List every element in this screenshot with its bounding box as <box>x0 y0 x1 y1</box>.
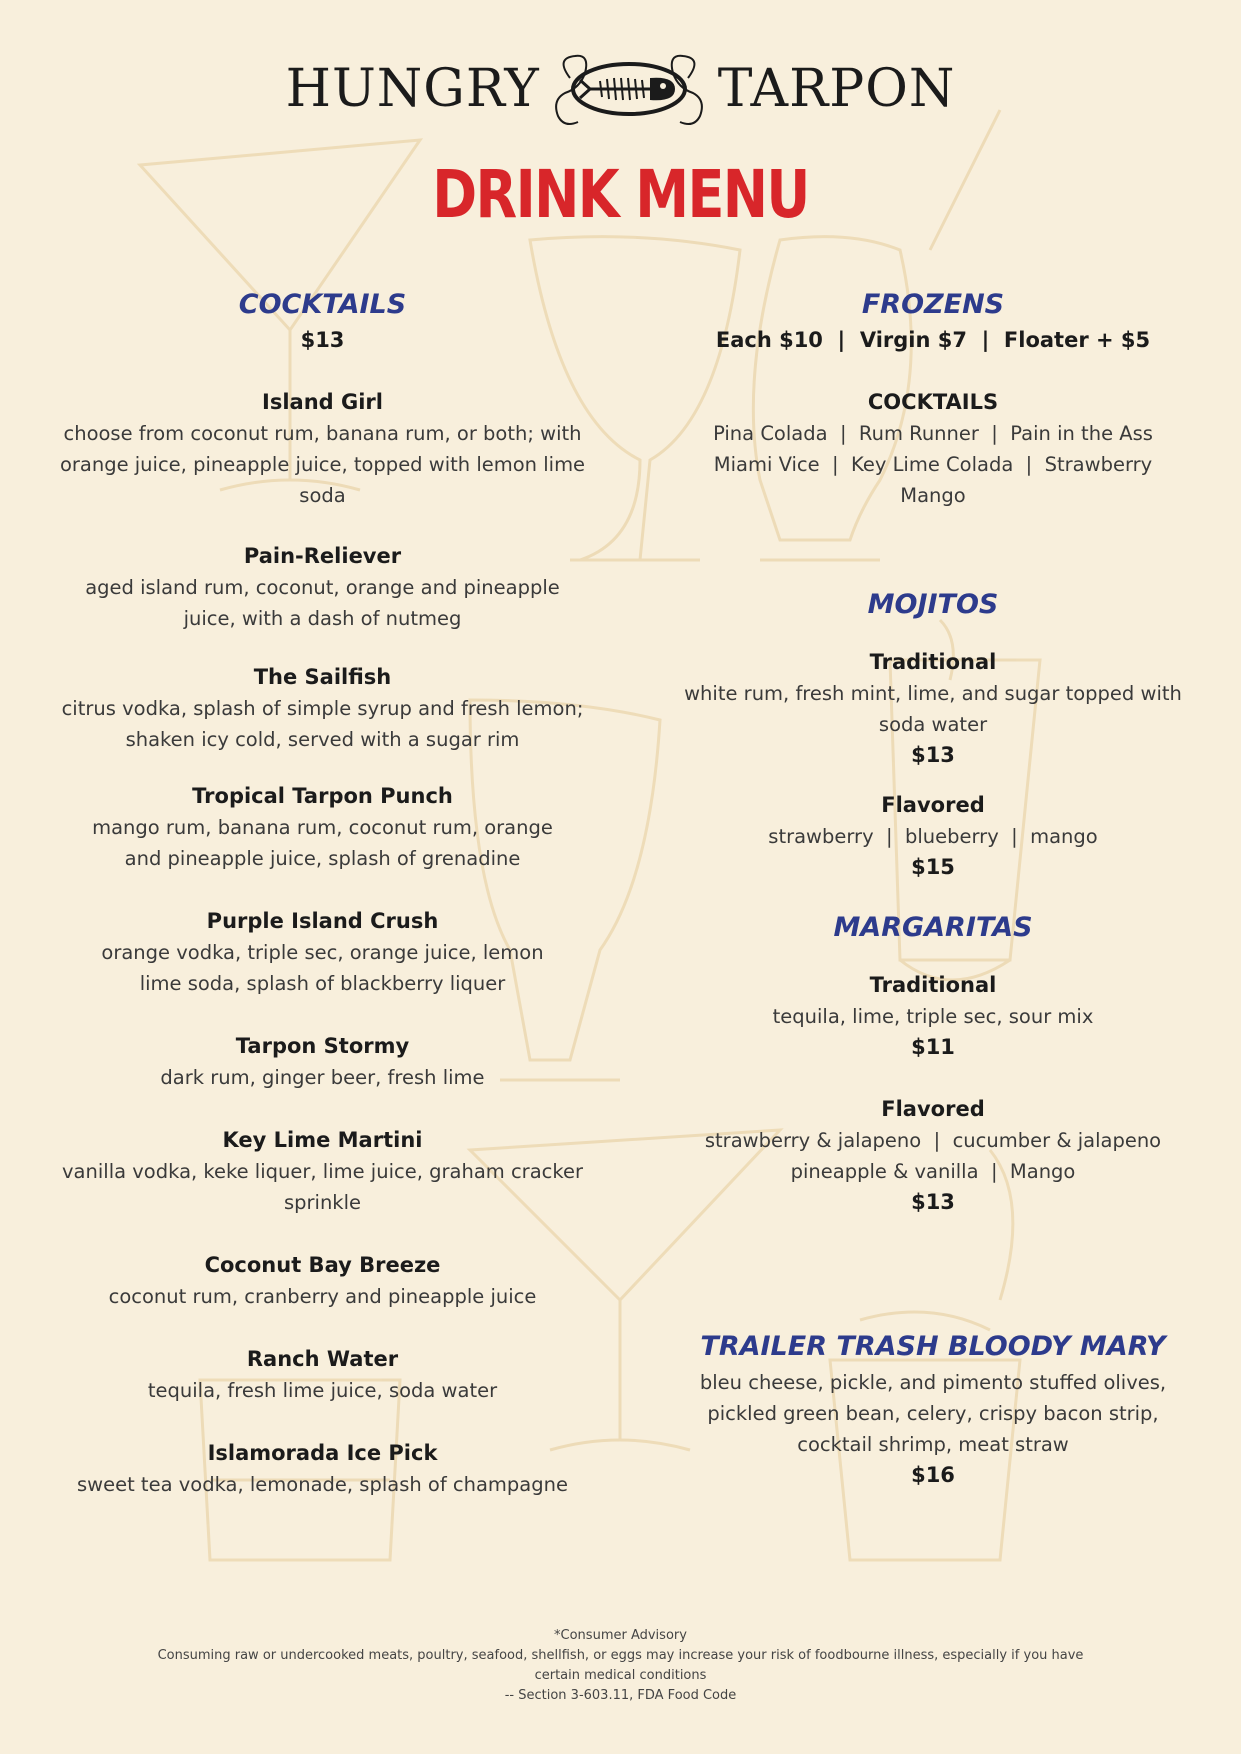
cocktails-heading: COCKTAILS <box>238 289 407 320</box>
item-description: strawberry & jalapeno | cucumber & jalapeno <box>704 1129 1162 1152</box>
cocktails-section <box>40 285 605 1500</box>
brand-header <box>0 48 1241 130</box>
item-name: Purple Island Crush <box>206 909 439 933</box>
item-name: Islamorada Ice Pick <box>207 1441 438 1465</box>
menu-item <box>40 387 605 511</box>
item-description: orange vodka, triple sec, orange juice, lemon lime soda, splash of blackberry liquer <box>101 941 544 995</box>
margaritas-section <box>672 908 1194 1217</box>
item-name: Traditional <box>869 650 997 674</box>
mojitos-section <box>672 585 1194 882</box>
frozens-flavors: Miami Vice | Key Lime Colada | Strawberry <box>713 453 1153 476</box>
menu-item <box>40 1031 605 1093</box>
frozens-heading: FROZENS <box>861 289 1005 320</box>
item-price: $16 <box>911 1463 955 1487</box>
item-price: $11 <box>911 1035 955 1059</box>
item-name: Island Girl <box>262 390 383 414</box>
item-name: Flavored <box>881 793 985 817</box>
item-description: bleu cheese, pickle, and pimento stuffed olives, pickled green bean, celery, crispy bacon strip, cocktail shrimp, meat straw <box>699 1371 1167 1456</box>
item-description: white rum, fresh mint, lime, and sugar topped with soda water <box>684 682 1182 736</box>
item-price: $13 <box>911 1190 955 1214</box>
item-name: Flavored <box>881 1097 985 1121</box>
item-price: $15 <box>911 855 955 879</box>
item-description: strawberry | blueberry | mango <box>768 825 1098 848</box>
item-name: Traditional <box>869 973 997 997</box>
bloody-mary-heading: TRAILER TRASH BLOODY MARY <box>700 1331 1166 1362</box>
item-description: pineapple & vanilla | Mango <box>790 1160 1076 1183</box>
brand-name-right: TARPON <box>717 59 956 119</box>
menu-item <box>40 1344 605 1406</box>
menu-item <box>40 541 605 634</box>
item-name: Tropical Tarpon Punch <box>192 784 453 808</box>
item-name: The Sailfish <box>253 665 392 689</box>
frozens-pricing: Each $10 | Virgin $7 | Floater + $5 <box>715 328 1151 352</box>
menu-item <box>40 1125 605 1218</box>
menu-item <box>40 1438 605 1500</box>
advisory-text: Consuming raw or undercooked meats, poultry, seafood, shellfish, or eggs may increase your risk of foodbourne illness, especially if you have certain medical conditions <box>157 1648 1084 1683</box>
mojitos-heading: MOJITOS <box>867 589 999 620</box>
cocktails-price: $13 <box>300 328 345 352</box>
item-description: coconut rum, cranberry and pineapple juice <box>108 1285 537 1308</box>
menu-item <box>40 1250 605 1312</box>
consumer-advisory <box>150 1626 1091 1706</box>
fish-skeleton-icon <box>550 48 708 130</box>
item-name: Coconut Bay Breeze <box>204 1253 441 1277</box>
item-description: dark rum, ginger beer, fresh lime <box>160 1066 485 1089</box>
brand-name-left: HUNGRY <box>285 59 540 119</box>
menu-item <box>40 906 605 999</box>
frozens-flavors: Mango <box>900 484 966 507</box>
item-name: Key Lime Martini <box>222 1128 423 1152</box>
item-description: sweet tea vodka, lemonade, splash of champagne <box>76 1473 568 1496</box>
item-description: aged island rum, coconut, orange and pineapple juice, with a dash of nutmeg <box>85 576 560 630</box>
frozens-cocktails-label: COCKTAILS <box>867 390 999 414</box>
page-title: DRINK MENU <box>432 156 809 233</box>
frozens-flavors: Pina Colada | Rum Runner | Pain in the Ass <box>713 422 1153 445</box>
item-description: tequila, lime, triple sec, sour mix <box>772 1005 1094 1028</box>
advisory-citation: -- Section 3-603.11, FDA Food Code <box>504 1688 737 1703</box>
item-description: citrus vodka, splash of simple syrup and fresh lemon; shaken icy cold, served with a sugar rim <box>61 697 584 751</box>
item-description: choose from coconut rum, banana rum, or both; with orange juice, pineapple juice, topped with lemon lime soda <box>59 422 586 507</box>
right-column <box>672 285 1194 1490</box>
margaritas-heading: MARGARITAS <box>833 912 1033 943</box>
item-description: tequila, fresh lime juice, soda water <box>147 1379 498 1402</box>
item-name: Pain-Reliever <box>243 544 402 568</box>
item-price: $13 <box>911 743 955 767</box>
item-name: Ranch Water <box>246 1347 399 1371</box>
frozens-section <box>672 285 1194 511</box>
bloody-mary-section <box>672 1327 1194 1490</box>
item-description: mango rum, banana rum, coconut rum, orange and pineapple juice, splash of grenadine <box>92 816 553 870</box>
menu-item <box>40 781 605 874</box>
menu-item <box>40 662 605 755</box>
item-description: vanilla vodka, keke liquer, lime juice, graham cracker sprinkle <box>62 1160 583 1214</box>
advisory-title: *Consumer Advisory <box>554 1628 687 1643</box>
item-name: Tarpon Stormy <box>235 1034 410 1058</box>
